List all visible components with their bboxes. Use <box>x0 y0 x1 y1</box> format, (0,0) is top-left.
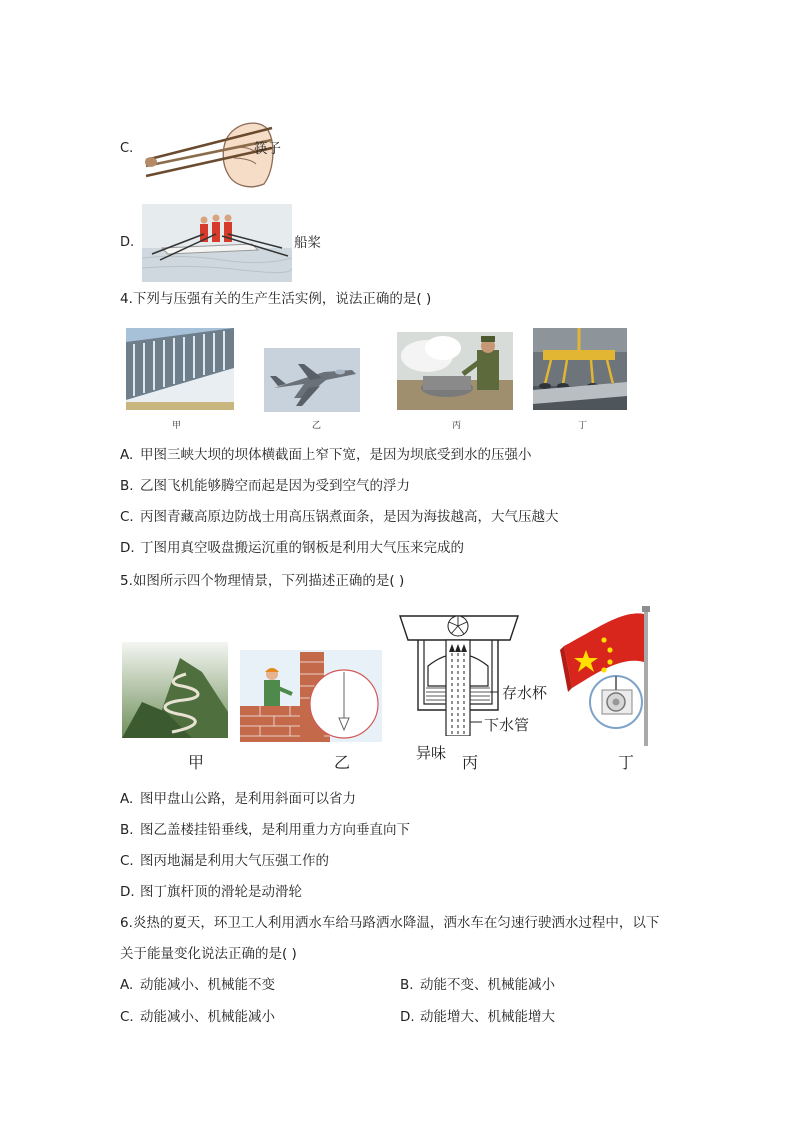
q6-stem-line1: 6.炎热的夏天，环卫工人利用洒水车给马路洒水降温，洒水车在匀速行驶洒水过程中，以下 <box>120 915 660 931</box>
q3-option-d <box>120 204 420 282</box>
plumb-line-bricklayer-image <box>240 650 382 742</box>
option-letter: C. <box>120 1009 134 1025</box>
diagram-label-odor: 异味 <box>416 744 447 762</box>
q4-figures <box>120 326 640 436</box>
option-text: 图丙地漏是利用大气压强工作的 <box>140 853 329 869</box>
diagram-label-cup: 存水杯 <box>502 684 548 702</box>
q6-stem-line2: 关于能量变化说法正确的是( ) <box>120 946 297 962</box>
option-row <box>120 976 275 994</box>
option-text: 图乙盖楼挂铅垂线，是利用重力方向垂直向下 <box>140 822 410 838</box>
option-letter: A. <box>120 447 134 463</box>
option-row <box>400 1008 555 1026</box>
option-row <box>120 821 410 839</box>
option-row <box>120 446 532 464</box>
option-text: 丙图青藏高原边防战士用高压锅煮面条，是因为海拔越高，大气压越大 <box>140 509 559 525</box>
figure-caption: 丙 <box>462 753 479 772</box>
figure-caption: 甲 <box>172 421 182 431</box>
option-text: 图丁旗杆顶的滑轮是动滑轮 <box>140 884 302 900</box>
figure-caption: 丙 <box>452 421 462 431</box>
rowing-boat-image <box>142 204 292 282</box>
option-row <box>120 883 302 901</box>
pressure-cooker-soldier-image <box>397 332 513 410</box>
option-label: 船桨 <box>294 235 321 251</box>
option-text: 动能减小、机械能不变 <box>140 977 275 993</box>
diagram-label-pipe: 下水管 <box>484 716 530 734</box>
option-letter: C. <box>120 509 134 525</box>
option-text: 动能减小、机械能减小 <box>140 1009 275 1025</box>
flag-pulley-image <box>558 606 670 746</box>
option-row <box>120 508 559 526</box>
option-row <box>120 790 356 808</box>
option-text: 动能增大、机械能增大 <box>420 1009 555 1025</box>
option-row <box>120 852 329 870</box>
option-letter: A. <box>120 791 134 807</box>
option-letter: D. <box>120 884 135 900</box>
q4-stem: 4.下列与压强有关的生产生活实例，说法正确的是( ) <box>120 291 432 307</box>
q3-option-c <box>120 118 420 190</box>
q5-figures <box>118 606 678 776</box>
option-letter: B. <box>400 977 414 993</box>
option-letter: C. <box>120 141 134 156</box>
option-label: 筷子 <box>254 141 281 157</box>
fighter-jet-image <box>264 348 360 412</box>
option-row <box>400 976 555 994</box>
option-letter: D. <box>120 540 135 556</box>
option-letter: D. <box>400 1009 415 1025</box>
option-letter: A. <box>120 977 134 993</box>
option-text: 丁图用真空吸盘搬运沉重的钢板是利用大气压来完成的 <box>140 540 464 556</box>
option-letter: C. <box>120 853 134 869</box>
option-letter: B. <box>120 822 134 838</box>
figure-caption: 丁 <box>618 753 635 772</box>
figure-caption: 丁 <box>578 421 588 431</box>
figure-caption: 乙 <box>312 421 322 431</box>
option-text: 动能不变、机械能减小 <box>420 977 555 993</box>
figure-caption: 乙 <box>334 753 351 772</box>
mountain-road-image <box>122 642 228 738</box>
option-text: 甲图三峡大坝的坝体横截面上窄下宽，是因为坝底受到水的压强小 <box>140 447 532 463</box>
option-text: 图甲盘山公路，是利用斜面可以省力 <box>140 791 356 807</box>
option-letter: B. <box>120 478 134 494</box>
option-text: 乙图飞机能够腾空而起是因为受到空气的浮力 <box>140 478 410 494</box>
option-row <box>120 1008 275 1026</box>
option-row <box>120 539 464 557</box>
option-row <box>120 477 410 495</box>
figure-caption: 甲 <box>188 753 205 772</box>
q5-stem: 5.如图所示四个物理情景，下列描述正确的是( ) <box>120 573 405 589</box>
three-gorges-dam-image <box>126 328 234 410</box>
vacuum-suction-lifter-image <box>533 328 627 410</box>
option-letter: D. <box>120 235 135 250</box>
